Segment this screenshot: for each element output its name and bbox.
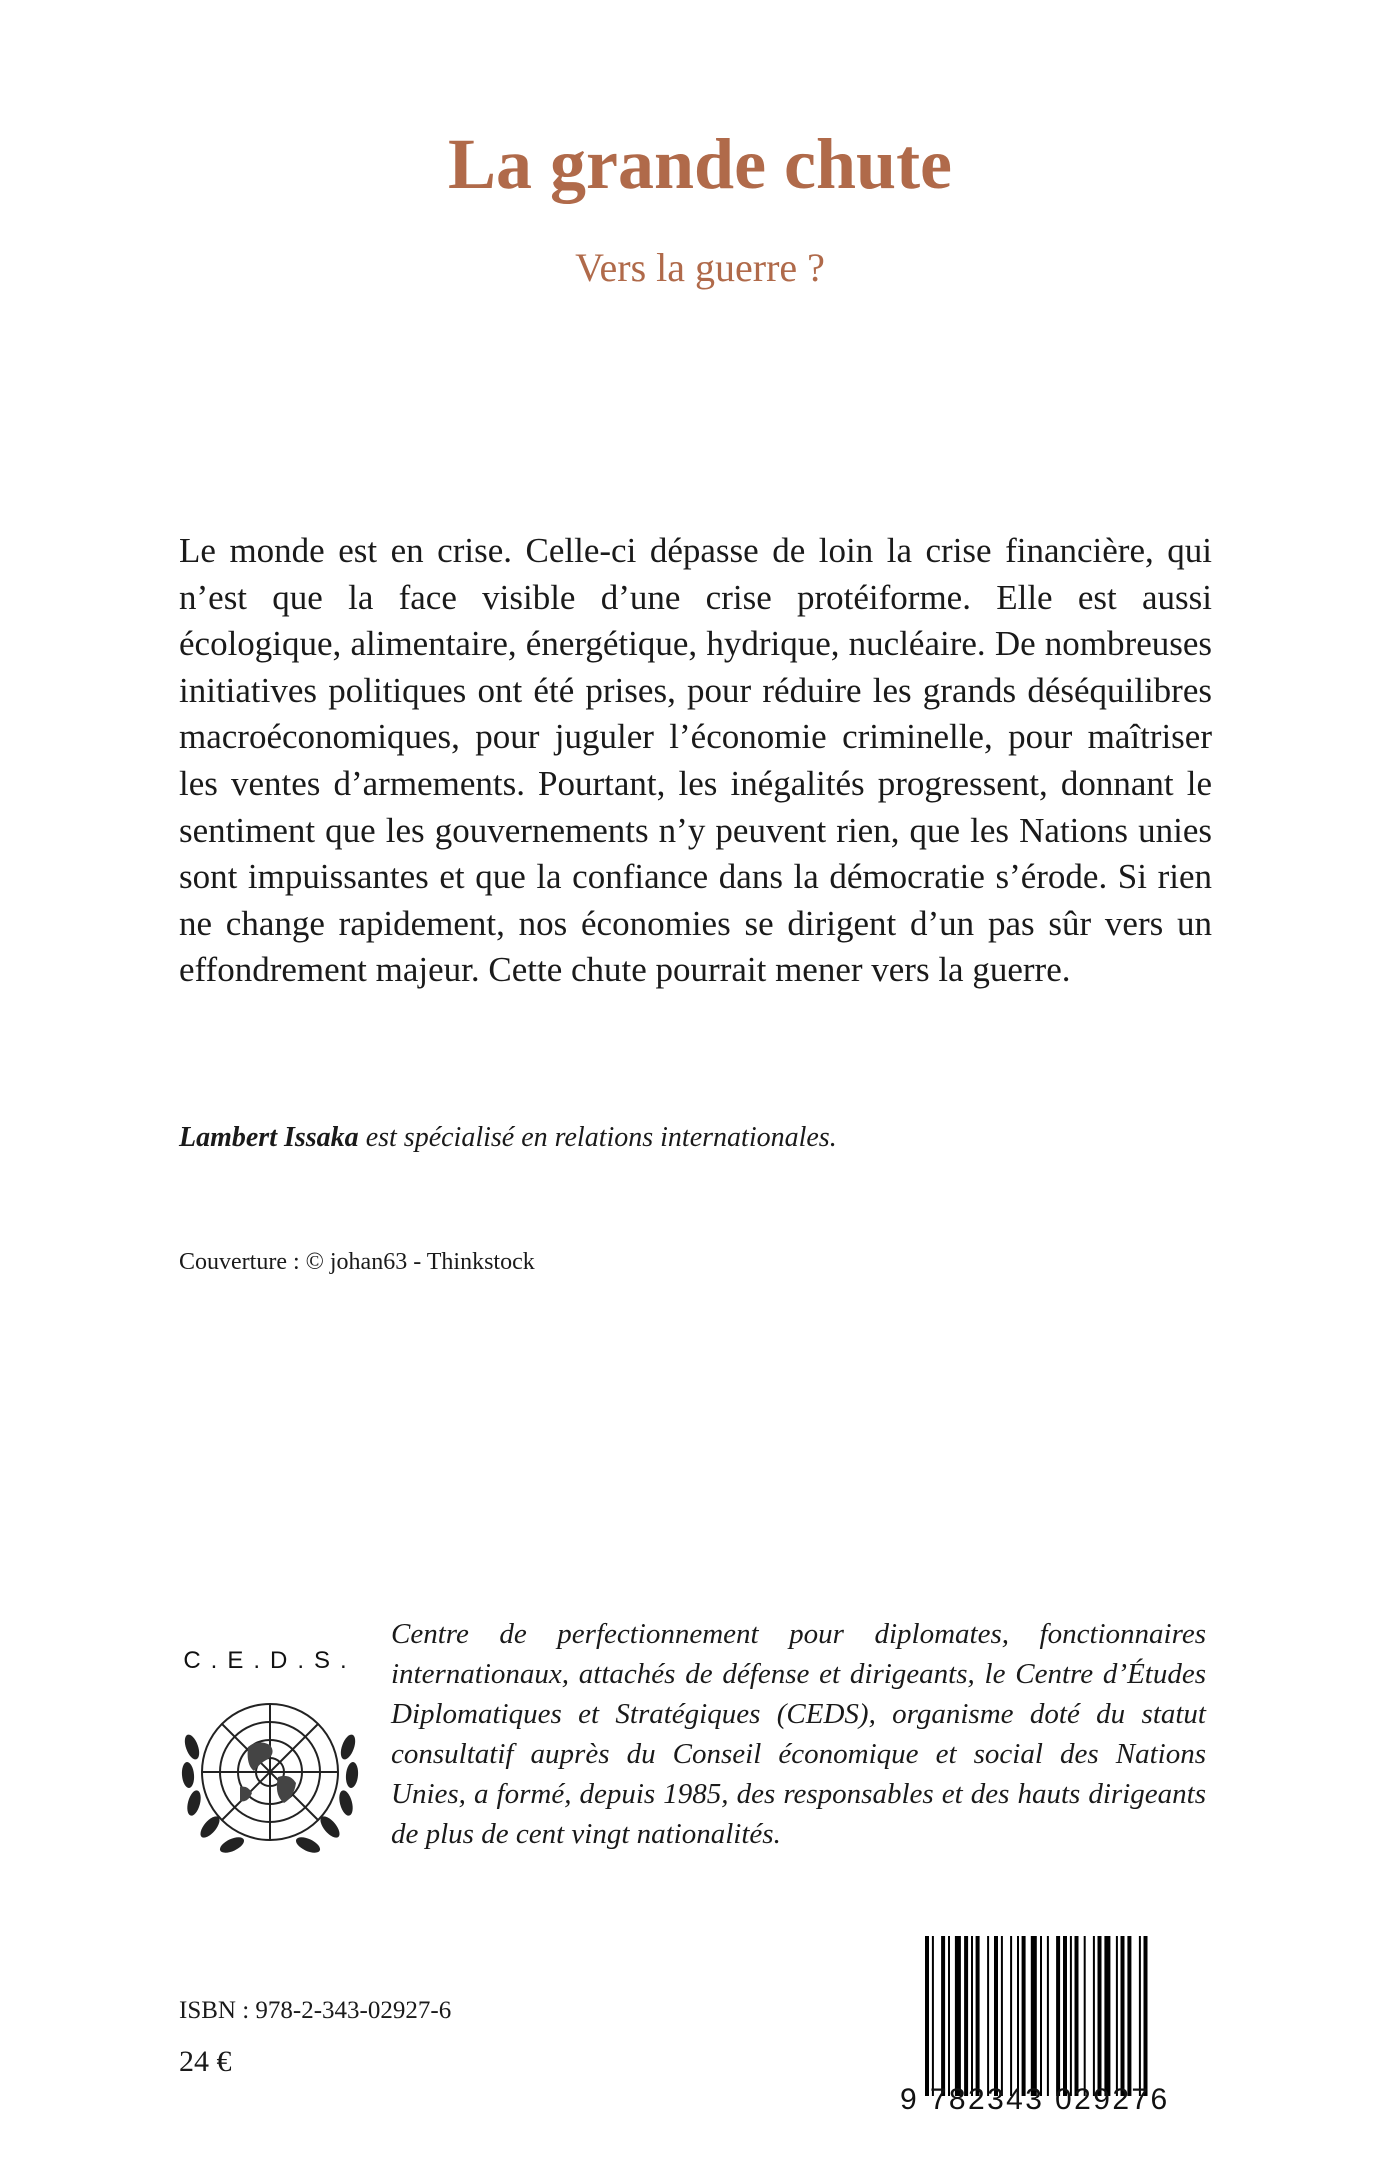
author-name: Lambert Issaka [179,1122,359,1153]
globe-laurel-icon [170,1677,370,1887]
isbn: ISBN : 978-2-343-02927-6 [179,1997,452,2024]
barcode-digits: 9 782343 029276 [900,2083,1170,2116]
book-blurb: Le monde est en crise. Celle-ci dépasse de loin la crise financière, qui n’est que la face visible d’une crise protéiforme. Elle est aussi écologique, alimentaire, énergétique, hydrique, nucléaire. De nombreuses initiatives politiques ont été prises, pour réduire les grands déséquilibres macroéconomiques, pour juguler l’économie criminelle, pour maîtriser les ventes d’armements. Pourtant, les inégalités progressent, donnant le sentiment que les gouvernements n’y peuvent rien, que les Nations unies sont impuissantes et que la confiance dans la démocratie s’érode. Si rien ne change rapidement, nos économies se dirigent d’un pas sûr vers un effondrement majeur. Cette chute pourrait mener vers la guerre. [179,531,1212,990]
barcode-icon [923,1936,1215,2096]
cover-credit: Couverture : © johan63 - Thinkstock [179,1249,535,1275]
book-subtitle: Vers la guerre ? [575,245,825,290]
ceds-description: Centre de perfectionnement pour diplomates, fonctionnaires internationaux, attachés de défense et dirigeants, le Centre d’Études Diplomatiques et Stratégiques (CEDS), organisme doté du statut consultatif auprès du Conseil économique et social des Nations Unies, a formé, depuis 1985, des responsables et des hauts dirigeants de plus de cent vingt nationalités. [391,1618,1206,1850]
ceds-logo [170,1647,370,1897]
price: 24 € [179,2045,232,2078]
author-bio [179,1122,837,1154]
author-bio-text: est spécialisé en relations internationales. [358,1122,837,1153]
book-title: La grande chute [448,124,952,204]
ceds-logo-text: C.E.D.S. [183,1647,357,1674]
